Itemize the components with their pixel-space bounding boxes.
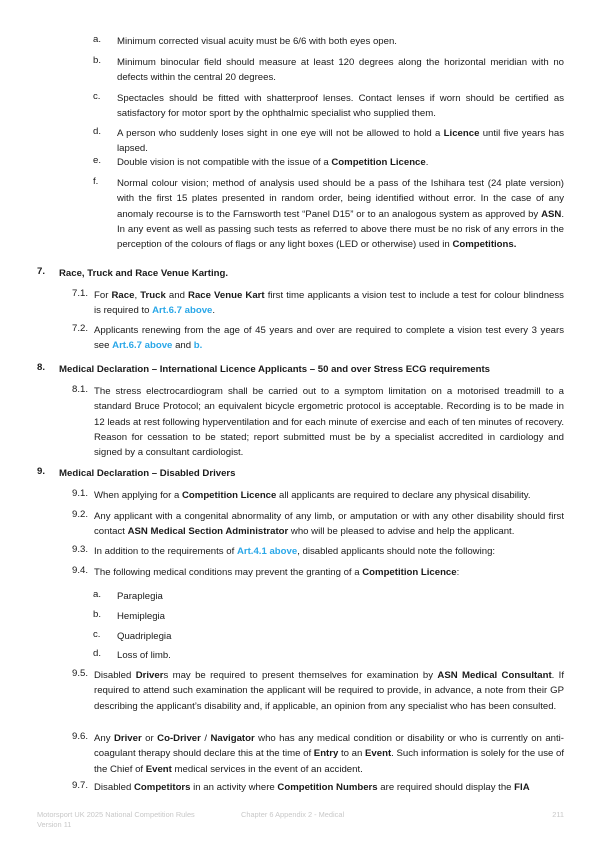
clause-number: 9.2. [72,509,89,520]
clause-text: Any Driver or Co-Driver / Navigator who has any medical condition or disability or who is currently on anti-coagulant therapy should declare this at the time of Entry to an Event. Such information is solely for the use of the Chief of Event medical services in the event of an accident. [94,733,565,775]
clause-text: The stress electrocardiogram shall be carried out to a symptom limitation on a motorised treadmill to a standard Bruce Protocol; an equivalent bicycle ergometric protocol is acceptable. Recording is to be made in 12 leads at rest following hyperventilation and for each minute of exercise and each of ten minutes of recovery. Reason for cessation to be stated; report submitted must be by a specialist accredited in cardiology and signed by a consultant cardiologist. [94,386,564,459]
defined-term: Entry [313,748,339,760]
clause-text: Any applicant with a congenital abnormality of any limb, or amputation or with any other disability should first contact ASN Medical Section Administrator who will be pleased to advise and help the applicant. [94,511,564,538]
article-link[interactable]: Art.6.7 above [152,305,213,317]
clause-text: Disabled Competitors in an activity where Competition Numbers are required should display the FIA [94,782,530,793]
item-label: f. [93,176,99,187]
section-number: 8. [37,362,46,373]
condition-text: Paraplegia [117,591,163,602]
defined-term: Competitors [134,782,191,793]
condition-label: c. [93,629,101,640]
clause-text: In addition to the requirements of Art.4.1 above, disabled applicants should note the following: [94,546,496,557]
defined-term: Licence [443,128,480,139]
article-link[interactable]: b. [193,340,203,352]
defined-term: Event [365,748,392,760]
clause-number: 7.1. [72,288,89,299]
clause-number: 8.1. [72,384,89,395]
defined-term: Navigator [210,733,255,744]
defined-term: ASN Medical Section Administrator [127,526,289,538]
clause-number: 9.6. [72,731,89,742]
defined-term: ASN [541,208,562,220]
defined-term: Event [145,763,172,775]
footer-left [37,810,195,830]
condition-text: Quadriplegia [117,631,172,642]
clause-text: The following medical conditions may prevent the granting of a Competition Licence: [94,567,460,578]
clause-number: 9.4. [72,565,89,576]
defined-term: Truck [140,290,166,301]
clause-text: When applying for a Competition Licence all applicants are required to declare any physical disability. [94,490,531,501]
item-text: Double vision is not compatible with the issue of a Competition Licence. [117,157,429,168]
section-number: 9. [37,466,46,477]
footer-version: Version 11 [37,820,72,829]
section-title: Medical Declaration – Disabled Drivers [59,468,236,479]
article-link[interactable]: Art.4.1 above [236,546,298,557]
item-label: a. [93,34,102,45]
item-label: b. [93,55,102,66]
defined-term: Competition Licence [182,490,277,501]
defined-term: Competition Numbers [277,782,378,793]
item-label: c. [93,91,101,102]
defined-term: Race [111,290,135,301]
footer-title: Motorsport UK 2025 National Competition Rules [37,810,195,819]
item-label: d. [93,126,102,137]
section-title: Medical Declaration – International Licence Applicants – 50 and over Stress ECG requirements [59,364,490,375]
defined-term: Driver [113,733,142,744]
footer-page-number: 211 [552,810,564,819]
item-text: Minimum binocular field should measure at least 120 degrees along the horizontal meridian with no defects within the central 20 degrees. [117,57,564,84]
section-title: Race, Truck and Race Venue Karting. [59,268,229,279]
item-text: Normal colour vision; method of analysis used should be a pass of the Ishihara test (24 plate version) with the first 15 plates presented in random order, being identified without error. In the case of any anomaly recourse is to the Farnsworth test “Panel D15” or to an analogous system as approved by ASN. In any event as well as passing such tests as referred to above there must be no risk of any errors in the perception of the colours of flags or any light boxes (LED or otherwise) used in Competitions. [117,178,564,251]
item-text: Minimum corrected visual acuity must be 6/6 with both eyes open. [117,36,397,47]
section-number: 7. [37,266,46,277]
defined-term: Race Venue Kart [188,290,265,301]
condition-label: a. [93,589,102,600]
item-label: e. [93,155,102,166]
clause-number: 7.2. [72,323,89,334]
defined-term: Competition Licence [331,157,426,168]
defined-term: Co-Driver [157,733,201,744]
condition-text: Loss of limb. [117,650,171,661]
defined-term: Competitions. [452,239,517,251]
condition-label: b. [93,609,102,620]
condition-text: Hemiplegia [117,611,165,622]
clause-number: 9.5. [72,668,89,679]
clause-text: Applicants renewing from the age of 45 years and over are required to complete a vision test every 3 years see Art.6.7 above and b. [94,325,564,352]
clause-number: 9.3. [72,544,89,555]
clause-number: 9.7. [72,780,89,791]
item-text: A person who suddenly loses sight in one eye will not be allowed to hold a Licence until five years has lapsed. [117,128,564,155]
defined-term: Competition Licence [362,567,457,578]
item-text: Spectacles should be fitted with shatterproof lenses. Contact lenses if worn should be certified as satisfactory for motor sport by the ophthalmic specialist who supplied them. [117,93,564,120]
defined-term: FIA [514,782,530,793]
footer-chapter: Chapter 6 Appendix 2 - Medical [241,810,345,819]
defined-term: ASN Medical Consultant [437,670,552,681]
clause-text: Disabled Drivers may be required to present themselves for examination by ASN Medical Consultant. If required to attend such examination the applicant will be required to provide, in advance, a note from their GP describing the applicant’s disability and, if applicable, an opinion from any specialist who has been consulted. [94,670,565,712]
clause-number: 9.1. [72,488,89,499]
condition-label: d. [93,648,102,659]
clause-text: For Race, Truck and Race Venue Kart first time applicants a vision test to include a test for colour blindness is required to Art.6.7 above. [94,290,564,317]
article-link[interactable]: Art.6.7 above [112,340,173,352]
defined-term: Driver [135,670,164,681]
